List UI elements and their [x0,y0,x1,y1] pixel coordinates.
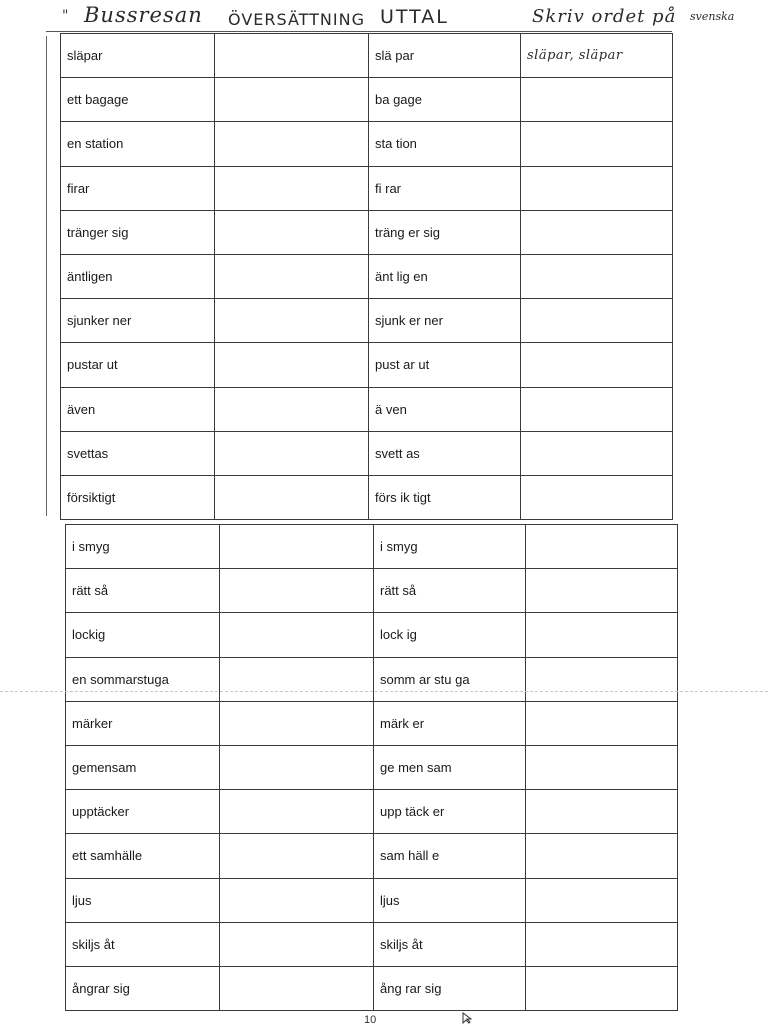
translation-cell[interactable] [220,613,374,657]
pronunciation-cell: pust ar ut [369,343,521,387]
table-row [61,475,673,519]
word-cell: upptäcker [66,790,220,834]
page-number: 10 [364,1014,377,1026]
header-title: Bussresan [84,3,203,27]
header-write-word-cont: svenska [690,10,735,23]
pronunciation-cell: änt lig en [369,254,521,298]
answer-cell[interactable] [521,166,673,210]
table-row [61,166,673,210]
translation-cell[interactable] [220,834,374,878]
answer-cell[interactable] [526,966,678,1010]
answer-cell[interactable] [526,878,678,922]
table-row [66,966,678,1010]
word-cell: en station [61,122,215,166]
word-cell: pustar ut [61,343,215,387]
table-row [66,701,678,745]
answer-cell[interactable] [521,254,673,298]
answer-cell[interactable] [526,525,678,569]
answer-cell[interactable] [521,122,673,166]
answer-cell[interactable] [521,475,673,519]
answer-cell[interactable] [526,657,678,701]
translation-cell[interactable] [220,790,374,834]
word-cell: sjunker ner [61,299,215,343]
answer-cell[interactable] [521,343,673,387]
answer-cell[interactable] [521,431,673,475]
table-row [61,34,673,78]
table-row [66,657,678,701]
answer-cell[interactable]: släpar, släpar [521,34,673,78]
translation-cell[interactable] [220,745,374,789]
word-cell: ångrar sig [66,966,220,1010]
vocab-table-lower [65,524,678,1011]
translation-cell[interactable] [215,343,369,387]
translation-cell[interactable] [220,569,374,613]
translation-cell[interactable] [215,387,369,431]
word-cell: i smyg [66,525,220,569]
answer-cell[interactable] [526,701,678,745]
translation-cell[interactable] [220,878,374,922]
table-row [66,878,678,922]
translation-cell[interactable] [220,922,374,966]
answer-cell[interactable] [521,299,673,343]
translation-cell[interactable] [220,966,374,1010]
answer-cell[interactable] [521,387,673,431]
word-cell: skiljs åt [66,922,220,966]
table-row [61,387,673,431]
answer-cell[interactable] [526,790,678,834]
answer-cell[interactable] [526,834,678,878]
table-row [61,254,673,298]
table-row [61,122,673,166]
table-row [61,431,673,475]
pronunciation-cell: somm ar stu ga [374,657,526,701]
pronunciation-cell: fi rar [369,166,521,210]
pronunciation-cell: skiljs åt [374,922,526,966]
answer-cell[interactable] [526,922,678,966]
translation-cell[interactable] [215,475,369,519]
translation-cell[interactable] [215,431,369,475]
pronunciation-cell: ge men sam [374,745,526,789]
table-row [61,299,673,343]
header-translation: ÖVERSÄTTNING [228,10,365,29]
pronunciation-cell: upp täck er [374,790,526,834]
pronunciation-cell: slä par [369,34,521,78]
pronunciation-cell: ång rar sig [374,966,526,1010]
margin-line [46,36,47,516]
translation-cell[interactable] [215,122,369,166]
pronunciation-cell: ba gage [369,78,521,122]
word-cell: tränger sig [61,210,215,254]
word-cell: ett bagage [61,78,215,122]
pronunciation-cell: sam häll e [374,834,526,878]
word-cell: märker [66,701,220,745]
pronunciation-cell: ljus [374,878,526,922]
pronunciation-cell: märk er [374,701,526,745]
word-cell: rätt så [66,569,220,613]
pronunciation-cell: i smyg [374,525,526,569]
table-row [66,613,678,657]
word-cell: försiktigt [61,475,215,519]
pronunciation-cell: förs ik tigt [369,475,521,519]
table-row [61,343,673,387]
translation-cell[interactable] [215,254,369,298]
pronunciation-cell: sjunk er ner [369,299,521,343]
table-row [66,790,678,834]
translation-cell[interactable] [215,34,369,78]
translation-cell[interactable] [215,210,369,254]
table-row [66,922,678,966]
pronunciation-cell: rätt så [374,569,526,613]
header-pronunciation: UTTAL [380,6,449,28]
scan-fold-line [0,691,768,692]
mouse-cursor-icon [462,1012,472,1024]
answer-cell[interactable] [526,569,678,613]
translation-cell[interactable] [220,657,374,701]
answer-cell[interactable] [521,78,673,122]
answer-cell[interactable] [526,613,678,657]
header-write-word: Skriv ordet på [532,6,677,27]
word-cell: lockig [66,613,220,657]
word-cell: ett samhälle [66,834,220,878]
pronunciation-cell: lock ig [374,613,526,657]
translation-cell[interactable] [215,166,369,210]
word-cell: äntligen [61,254,215,298]
pronunciation-cell: ä ven [369,387,521,431]
table-row [61,210,673,254]
word-cell: en sommarstuga [66,657,220,701]
word-cell: gemensam [66,745,220,789]
table-row [66,745,678,789]
word-cell: ljus [66,878,220,922]
translation-cell[interactable] [215,299,369,343]
translation-cell[interactable] [220,701,374,745]
table-row [66,525,678,569]
answer-cell[interactable] [526,745,678,789]
vocab-table-upper [60,33,673,520]
table-row [66,834,678,878]
header-rule [46,31,672,32]
pronunciation-cell: svett as [369,431,521,475]
pronunciation-cell: sta tion [369,122,521,166]
word-cell: släpar [61,34,215,78]
answer-cell[interactable] [521,210,673,254]
word-cell: även [61,387,215,431]
word-cell: svettas [61,431,215,475]
quote-mark: " [62,8,69,24]
translation-cell[interactable] [215,78,369,122]
table-row [66,569,678,613]
word-cell: firar [61,166,215,210]
translation-cell[interactable] [220,525,374,569]
table-row [61,78,673,122]
pronunciation-cell: träng er sig [369,210,521,254]
